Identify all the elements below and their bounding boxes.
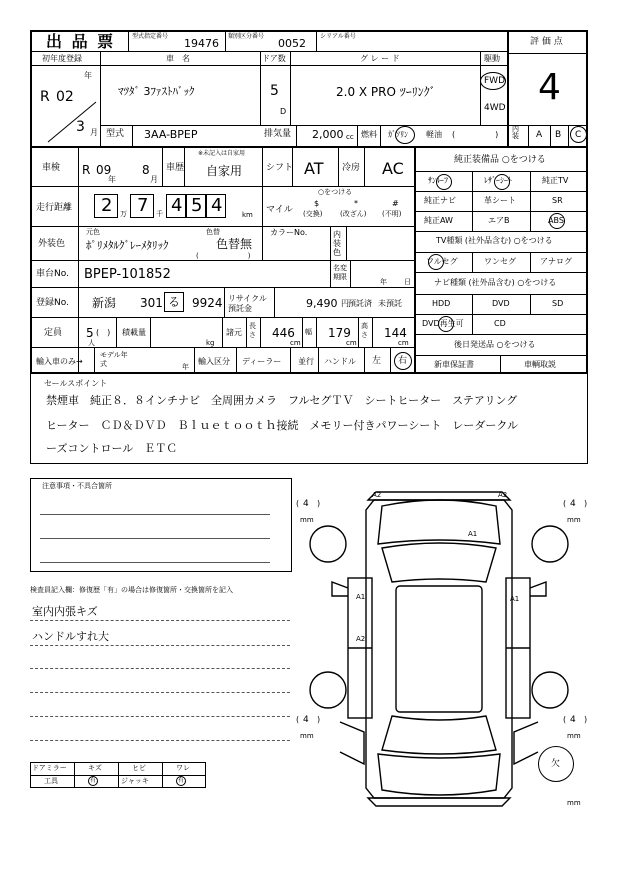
mileage-unknown-sub: (不明) xyxy=(382,210,402,218)
mileage-sen: 千 xyxy=(156,210,163,218)
tire-rl-depth: 4 xyxy=(303,715,309,725)
cc-unit: cc xyxy=(346,133,354,141)
capacity-unit: 人 xyxy=(88,339,95,347)
int-color-label: 内装色 xyxy=(333,230,341,257)
form-title: 出 品 票 xyxy=(46,32,116,51)
dim-label: 諸元 xyxy=(226,328,242,337)
equip-sunroof-circle xyxy=(436,174,452,190)
navi-sd: SD xyxy=(552,299,564,308)
docs-title: 後日発送品 ○をつける xyxy=(454,340,536,349)
drive-label: 駆動 xyxy=(484,54,500,63)
legend-r4-circle xyxy=(176,776,186,786)
ac-label: 冷房 xyxy=(342,163,361,173)
first-reg-label: 初年度登録 xyxy=(42,54,82,63)
tv-analog: アナログ xyxy=(540,257,572,266)
tire-fr-depth: 4 xyxy=(570,499,576,509)
registration-kana: る xyxy=(168,295,181,309)
legend-r4: 有 xyxy=(178,777,185,784)
equip-abs: ABS xyxy=(548,216,564,225)
inspection-month: 8 xyxy=(142,163,150,177)
model-value: 3AA-BPEP xyxy=(144,128,198,141)
drive-fwd: FWD xyxy=(484,76,506,86)
genuine-title: 純正装備品 ○をつける xyxy=(454,155,546,165)
chassis-no: BPEP-101852 xyxy=(84,267,171,282)
tire-rl-mm: mm xyxy=(300,732,314,740)
spare-tire-label: 欠 xyxy=(551,759,561,769)
fuel-gasoline: ｶﾞｿﾘﾝ xyxy=(388,130,408,139)
mileage-digit-4: 5 xyxy=(191,195,203,216)
mileage-digit-2: 7 xyxy=(137,195,149,216)
fuel-other: ( ) xyxy=(452,130,499,139)
recycle-deposited: 預託済 xyxy=(348,299,372,308)
reg-month: 3 xyxy=(76,119,85,135)
equip-leather-circle xyxy=(494,174,510,190)
reg-month-unit: 月 xyxy=(90,128,98,137)
model-year-unit: 年 xyxy=(182,363,189,371)
orig-color: ﾎﾟﾘﾒﾀﾙｸﾞﾚｰﾒﾀﾘｯｸ xyxy=(86,239,169,252)
reg-year-unit: 年 xyxy=(84,71,92,80)
interior-a: A xyxy=(536,130,543,140)
model-year-label: モデル年式 xyxy=(100,351,128,368)
name-change-day: 日 xyxy=(404,278,411,286)
equip-leather-seat: 革シート xyxy=(484,196,516,205)
interior-c: C xyxy=(575,130,582,140)
docs-warranty: 新車保証書 xyxy=(434,360,474,369)
capacity-label: 定員 xyxy=(44,328,63,338)
equip-abs-circle xyxy=(549,213,565,229)
mark-a1-left-door: A1 xyxy=(356,593,366,601)
inspection-era: R xyxy=(82,163,91,177)
displacement-label: 排気量 xyxy=(264,129,292,139)
import-category-label: 輸入区分 xyxy=(198,357,230,366)
displacement: 2,000 xyxy=(312,128,344,141)
equip-navi: 純正ナビ xyxy=(424,196,456,205)
mileage-digit-3: 4 xyxy=(171,195,183,216)
mileage-digit-5: 4 xyxy=(211,195,223,216)
class-no: 0052 xyxy=(278,37,306,50)
class-no-label: 類別区分番号 xyxy=(228,33,265,40)
mileage-tampered-sub: (改ざん) xyxy=(340,210,367,218)
interior-c-circle xyxy=(570,126,587,143)
selling-points-label: セールスポイント xyxy=(44,379,108,388)
name-change-label: 名変期限 xyxy=(333,264,347,281)
score-label: 評 価 点 xyxy=(530,37,563,47)
doors-value: 5 xyxy=(270,83,279,99)
type-no-label: 型式指定番号 xyxy=(132,33,169,40)
defects-label: 注意事項・不具合箇所 xyxy=(42,482,112,490)
mileage-km: km xyxy=(242,211,253,219)
drive-fwd-circle xyxy=(480,72,506,90)
inspection-year-unit: 年 xyxy=(108,175,116,184)
tv-fullseg: フルセグ xyxy=(426,257,458,266)
equip-sr: SR xyxy=(552,196,563,205)
import-label: 輸入車のみ→ xyxy=(36,357,83,366)
inspection-year: 09 xyxy=(96,163,112,177)
navi-dvd-play-circle xyxy=(438,316,454,332)
mileage-unknown: # xyxy=(392,199,399,208)
height-unit: cm xyxy=(398,339,409,347)
docs-manual: 車輌取説 xyxy=(524,360,556,369)
recycle-unit: 円 xyxy=(341,299,349,308)
import-dealer: ディーラー xyxy=(242,357,282,366)
legend-r3: ジャッキ xyxy=(121,777,149,785)
navi-dvd: DVD xyxy=(492,299,510,308)
repaint-value: 色替無 xyxy=(216,237,253,251)
mileage-digit-1: 2 xyxy=(101,195,113,216)
tire-rr-depth: 4 xyxy=(570,715,576,725)
mileage-label: 走行距離 xyxy=(36,203,73,213)
interior-b: B xyxy=(555,130,562,140)
reg-era: R xyxy=(40,89,50,105)
fuel-circle xyxy=(395,126,415,144)
mileage-tampered: * xyxy=(354,199,358,208)
tv-oneseg: ワンセグ xyxy=(484,257,516,266)
navi-cd: CD xyxy=(494,319,506,328)
inspector-line-1: 室内内張キズ xyxy=(32,605,98,618)
interior-label: 内装 xyxy=(512,125,519,140)
length-unit: cm xyxy=(290,339,301,347)
handle-label: ハンドル xyxy=(324,357,356,366)
usage-value: 自家用 xyxy=(206,164,243,178)
legend-r2: 有 xyxy=(90,777,97,784)
mark-a1-right-door: A1 xyxy=(510,595,520,603)
color-label: 外装色 xyxy=(38,239,66,249)
length-value: 446 xyxy=(272,326,295,340)
load-unit: kg xyxy=(206,339,215,347)
legend-r1: 工具 xyxy=(44,777,58,785)
navi-dvd-play: DVD再生可 xyxy=(422,319,464,328)
usage-note: ※未記入は自家用 xyxy=(198,150,246,157)
mileage-mile: マイル xyxy=(266,205,293,215)
defects-box xyxy=(30,478,292,572)
orig-color-label: 元色 xyxy=(86,228,100,236)
grade-value: 2.0 X PRO ﾂｰﾘﾝｸﾞ xyxy=(336,85,436,99)
handle-right: 右 xyxy=(398,356,408,366)
repaint-label: 色替 xyxy=(206,228,220,236)
doors-label: ドア数 xyxy=(262,54,286,63)
type-no: 19476 xyxy=(184,37,219,50)
legend-r2-circle xyxy=(88,776,98,786)
usage-label: 車歴 xyxy=(166,163,185,173)
inspection-label: 車検 xyxy=(42,163,61,173)
capacity-persons: 5 xyxy=(86,326,94,340)
mark-a1-hood: A1 xyxy=(468,530,478,538)
width-label: 幅 xyxy=(305,328,312,336)
equip-tv: 純正TV xyxy=(542,176,569,185)
handle-right-circle xyxy=(394,352,412,370)
fuel-diesel: 軽油 xyxy=(426,130,442,139)
legend-h1: ドアミラー xyxy=(32,764,67,772)
color-no-label: カラーNo. xyxy=(270,228,308,237)
registration-number: 9924 xyxy=(192,296,223,310)
mileage-exchange: $ xyxy=(314,199,320,208)
model-label: 型式 xyxy=(106,129,125,139)
recycle-not-deposited: 未預託 xyxy=(378,299,402,308)
score-value: 4 xyxy=(538,67,561,108)
navi-hdd: HDD xyxy=(432,299,451,308)
length-label: 長さ xyxy=(249,322,256,339)
mileage-circle-note: ○をつける xyxy=(318,188,353,196)
height-value: 144 xyxy=(384,326,407,340)
chassis-label: 車台No. xyxy=(36,269,69,279)
fuel-label: 燃料 xyxy=(361,130,377,139)
registration-area: 新潟 xyxy=(92,296,117,310)
tire-fr-mm: mm xyxy=(567,516,581,524)
ac-value: AC xyxy=(382,159,404,178)
legend-h2: キズ xyxy=(88,764,102,772)
mark-a2-front-right: A2 xyxy=(498,491,508,499)
grade-label: グ レ ー ド xyxy=(360,54,400,63)
equip-sunroof: ｻﾝﾙｰﾌ xyxy=(428,176,448,185)
repaint-paren: ( ) xyxy=(196,252,251,260)
reg-year: 02 xyxy=(56,89,74,105)
selling-point-line-2: ヒーター ＣＤ＆ＤＶＤ Ｂｌｕｅｔｏｏｔｈ接続 メモリー付きパワーシート レーダークル xyxy=(46,419,519,432)
mileage-man: 万 xyxy=(120,210,127,218)
reg-diagonal xyxy=(40,100,100,145)
tire-fl-mm: mm xyxy=(300,516,314,524)
door-type: D xyxy=(280,107,287,116)
inspector-line-2: ハンドルすれ大 xyxy=(32,630,109,643)
tire-fl-depth: 4 xyxy=(303,499,309,509)
equip-airbag: エアB xyxy=(488,216,510,225)
recycle-amount: 9,490 xyxy=(306,297,338,310)
capacity-paren: ( ) xyxy=(96,328,111,337)
inspector-label: 検査員記入欄：修復歴「有」の場合は修復箇所・交換箇所を記入 xyxy=(30,586,233,594)
equip-leather: ﾚｻﾞｰｼｰﾄ xyxy=(484,176,512,185)
drive-4wd: 4WD xyxy=(484,103,506,113)
legend-h3: ヒビ xyxy=(132,764,146,772)
navi-title: ナビ種類 (社外品含む) ○をつける xyxy=(434,278,557,287)
mileage-exchange-sub: (交換) xyxy=(303,210,323,218)
mark-a2-front-left: A2 xyxy=(372,491,382,499)
handle-left: 左 xyxy=(372,356,382,366)
registration-label: 登録No. xyxy=(36,298,69,308)
shift-label: シフト xyxy=(266,163,294,173)
recycle-label: リサイクル預託金 xyxy=(228,294,267,313)
car-name: ﾏﾂﾀﾞ 3ﾌｧｽﾄﾊﾞｯｸ xyxy=(118,85,195,98)
shift-value: AT xyxy=(304,159,324,178)
tire-rr-mm: mm xyxy=(567,732,581,740)
load-label: 積載量 xyxy=(122,328,146,337)
car-name-label: 車 名 xyxy=(166,54,190,63)
name-change-year: 年 xyxy=(380,278,387,286)
legend-h4: ワレ xyxy=(176,764,190,772)
width-value: 179 xyxy=(328,326,351,340)
serial-label: シリアル番号 xyxy=(320,33,356,40)
mark-a2-left-rear-door: A2 xyxy=(356,635,366,643)
equip-aw: 純正AW xyxy=(424,216,453,225)
tv-title: TV種類 (社外品含む) ○をつける xyxy=(436,236,553,245)
import-parallel: 並行 xyxy=(298,357,314,366)
spare-tire-mm: mm xyxy=(567,799,581,807)
selling-point-line-1: 禁煙車 純正８．８インチナビ 全周囲カメラ フルセグＴＶ シートヒーター ステアリング xyxy=(46,394,518,407)
tv-fullseg-circle xyxy=(428,254,444,270)
registration-class: 301 xyxy=(140,296,163,310)
height-label: 高さ xyxy=(361,322,368,339)
selling-point-line-3: ーズコントロール ＥＴＣ xyxy=(46,442,178,455)
inspection-month-unit: 月 xyxy=(150,175,158,184)
width-unit: cm xyxy=(346,339,357,347)
